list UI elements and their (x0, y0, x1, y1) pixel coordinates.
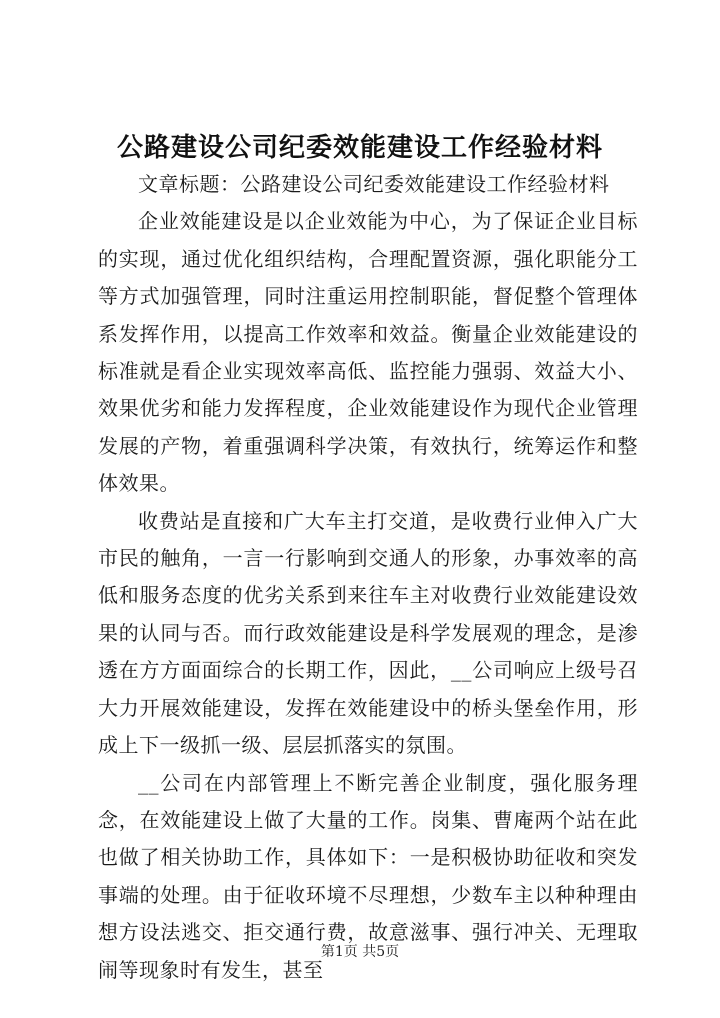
paragraph-internal-management: __公司在内部管理上不断完善企业制度，强化服务理念，在效能建设上做了大量的工作。岗集、曹庵两个站在此也做了相关协助工作，具体如下：一是积极协助征收和突发事端的处理。由于征收环境不尽理想，少数车主以种种理由想方设法逃交、拒交通行费，故意滋事、强行冲关、无理取闹等现象时有发生，甚至 (98, 770, 638, 982)
paragraph-intro: 企业效能建设是以企业效能为中心，为了保证企业目标的实现，通过优化组织结构，合理配置资源，强化职能分工等方式加强管理，同时注重运用控制职能，督促整个管理体系发挥作用，以提高工作效率和效益。衡量企业效能建设的标准就是看企业实现效率高低、监控能力强弱、效益大小、效果优劣和能力发挥程度，企业效能建设作为现代企业管理发展的产物，着重强调科学决策，有效执行，统筹运作和整体效果。 (98, 209, 638, 496)
document-title: 公路建设公司纪委效能建设工作经验材料 (116, 133, 603, 163)
document-body (98, 166, 638, 989)
page-number-footer: 第1页 共5页 (320, 944, 400, 960)
paragraph-toll-station: 收费站是直接和广大车主打交道，是收费行业伸入广大市民的触角，一言一行影响到交通人的形象，办事效率的高低和服务态度的优劣关系到来往车主对收费行业效能建设效果的认同与否。而行政效能建设是科学发展观的理念，是渗透在方方面面综合的长期工作，因此，__公司响应上级号召大力开展效能建设，发挥在效能建设中的桥头堡垒作用，形成上下一级抓一级、层层抓落实的氛围。 (98, 508, 638, 758)
paragraph-article-title: 文章标题：公路建设公司纪委效能建设工作经验材料 (138, 172, 610, 196)
